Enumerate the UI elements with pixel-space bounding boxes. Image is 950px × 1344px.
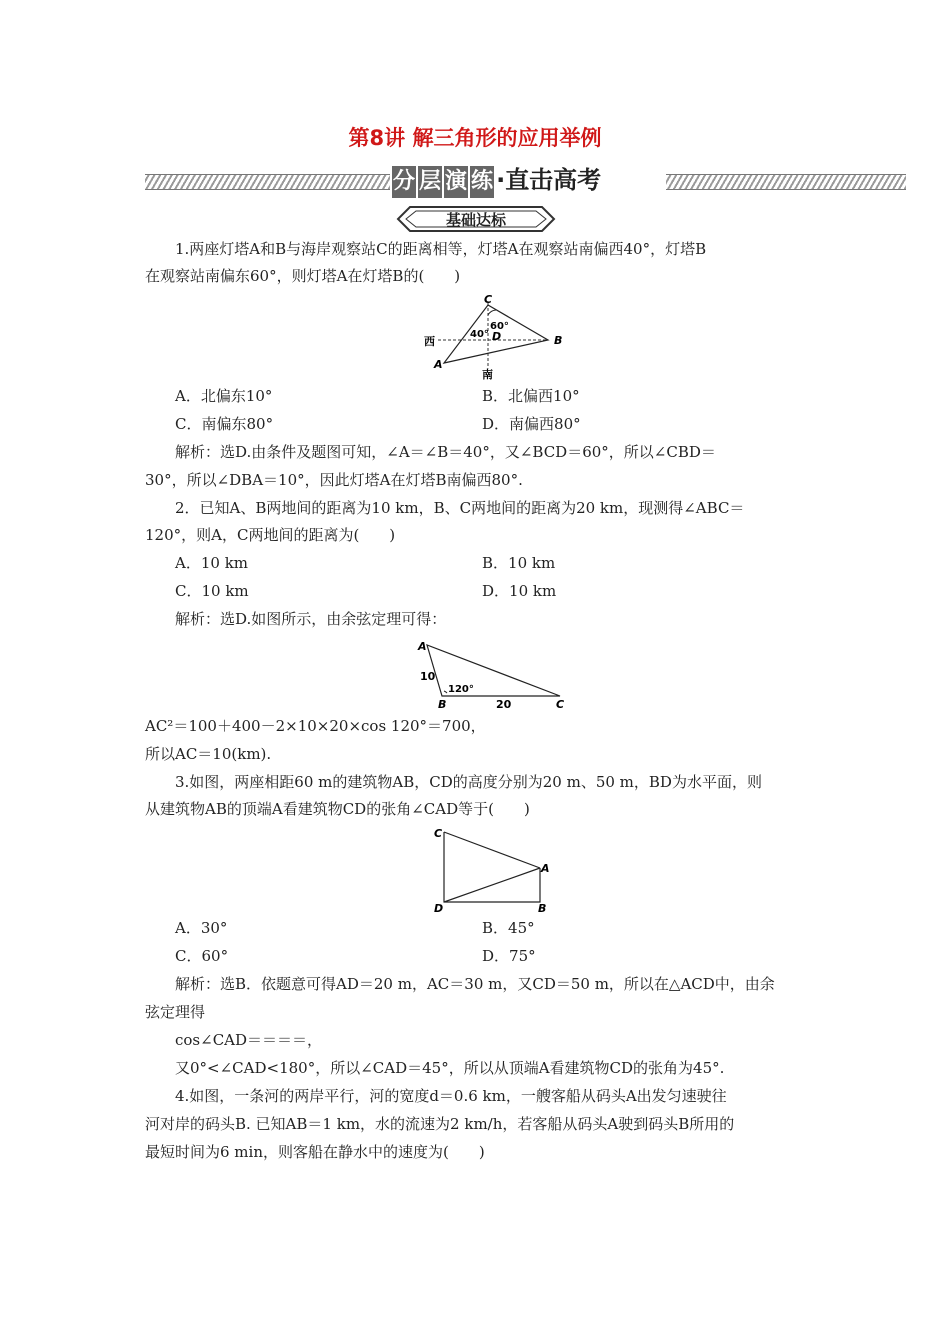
q3-line2: 从建筑物AB的顶端A看建筑物CD的张角∠CAD等于( ) [145,800,530,818]
q2-option-a: A．10 km [175,554,249,572]
q4-line3: 最短时间为6 min，则客船在静水中的速度为( ) [145,1143,485,1161]
q4-line1: 4.如图，一条河的两岸平行，河的宽度d＝0.6 km，一艘客船从码头A出发匀速驶往 [175,1087,727,1105]
q3-figure [428,822,558,917]
q1-fig-label-d: D [492,330,502,343]
q2-option-b: B．10 km [482,554,556,572]
q2-solution-line1: 解析：选D.如图所示，由余弦定理可得： [175,610,447,628]
q2-figure [410,636,575,712]
q2-option-d: D．10 km [482,582,557,600]
q2-fig-angle: 120° [448,684,474,695]
level-badge [396,205,556,233]
q3-option-b: B．45° [482,919,535,937]
banner-hatch-left [145,174,390,190]
q2-fig-label-c: C [556,698,565,711]
q2-fig-side-10: 10 [420,670,436,683]
q3-solution-line2: 弦定理得 [145,1003,206,1021]
q3-fig-label-d: D [434,902,444,915]
q2-line1: 2．已知A、B两地间的距离为10 km，B、C两地间的距离为20 km，现测得∠ABC＝ [175,499,745,517]
q1-fig-label-south: 南 [482,368,493,380]
q1-option-a: A．北偏东10° [175,387,273,405]
q1-fig-label-c: C [483,295,493,306]
banner-box-1: 分 [392,166,416,198]
badge-shape [396,205,556,233]
q1-figure [420,295,570,380]
q1-fig-angle-40: 40° [470,329,489,340]
page-title: 第8讲 解三角形的应用举例 [348,126,602,150]
q2-fig-label-b: B [438,698,447,711]
q2-fig-side-20: 20 [496,698,512,711]
q1-fig-angle-60: 60° [490,321,509,332]
q1-option-b: B．北偏西10° [482,387,580,405]
q2-line2: 120°，则A，C两地间的距离为( ) [145,526,396,544]
q1-solution-line1: 解析：选D.由条件及题图可知，∠A＝∠B＝40°，又∠BCD＝60°，所以∠CBD＝ [175,443,716,461]
q1-fig-label-west: 西 [424,335,435,348]
q1-option-d: D．南偏西80° [482,415,581,433]
q2-option-c: C．10 km [175,582,249,600]
banner-text: 直击高考 [505,166,602,194]
q1-solution-line2: 30°，所以∠DBA＝10°，因此灯塔A在灯塔B南偏西80°. [145,471,523,489]
q2-solution-line3: 所以AC＝10(km). [145,745,272,763]
q3-option-a: A．30° [175,919,228,937]
banner-box-3: 演 [444,166,468,198]
banner-dot: · [496,166,506,194]
q2-fig-label-a: A [418,640,427,653]
q3-line1: 3.如图，两座相距60 m的建筑物AB，CD的高度分别为20 m、50 m，BD为水平面，则 [175,773,762,791]
q3-option-c: C．60° [175,947,229,965]
q1-fig-label-a: A [434,358,443,371]
q3-fig-label-c: C [434,827,443,840]
q3-solution-line3: cos∠CAD＝＝＝＝， [175,1031,323,1049]
banner-hatch-right [666,174,906,190]
q3-fig-label-b: B [538,902,547,915]
section-banner [392,160,664,196]
q2-solution-line2: AC²＝100＋400－2×10×20×cos 120°＝700， [145,717,486,735]
q3-option-d: D．75° [482,947,536,965]
q1-option-c: C．南偏东80° [175,415,274,433]
q3-solution-line1: 解析：选B．依题意可得AD＝20 m，AC＝30 m，又CD＝50 m，所以在△ACD中，由余 [175,975,775,993]
q1-fig-label-b: B [554,334,563,347]
q4-line2: 河对岸的码头B. 已知AB＝1 km，水的流速为2 km/h，若客船从码头A驶到码头B所用的 [145,1115,735,1133]
q1-line2: 在观察站南偏东60°，则灯塔A在灯塔B的( ) [145,267,461,285]
banner-box-4: 练 [470,166,494,198]
q3-solution-line4: 又0°<∠CAD<180°，所以∠CAD＝45°，所以从顶端A看建筑物CD的张角为45°. [175,1059,725,1077]
q1-line1: 1.两座灯塔A和B与海岸观察站C的距离相等，灯塔A在观察站南偏西40°，灯塔B [175,240,707,258]
badge-label: 基础达标 [445,211,507,229]
q3-fig-label-a: A [541,862,550,875]
banner-box-2: 层 [418,166,442,198]
